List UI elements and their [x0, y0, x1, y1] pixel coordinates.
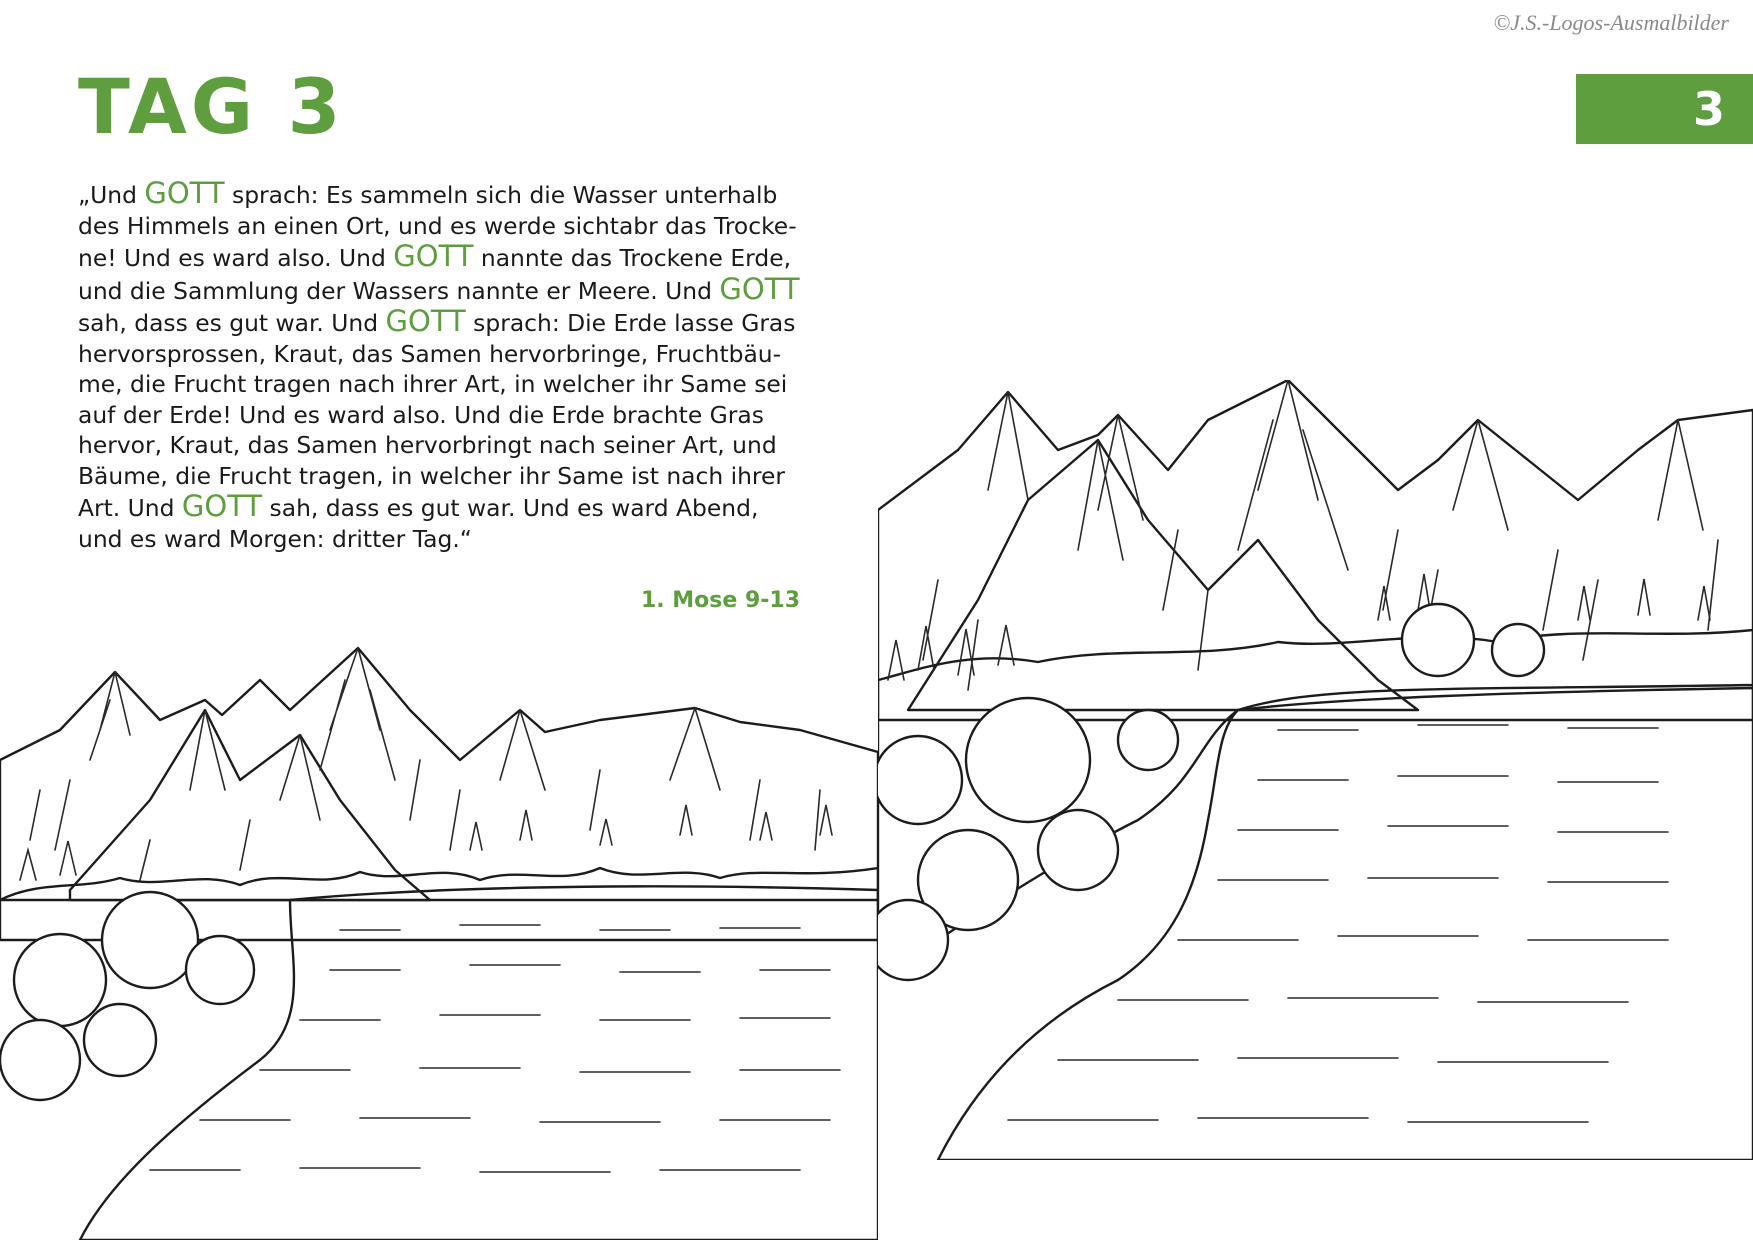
verse-line — [78, 461, 808, 492]
verse-line — [78, 430, 808, 461]
verse-line — [78, 400, 808, 431]
verse-segment: hervorsprossen, Kraut, das Samen hervorbringe, Fruchtbäu- — [78, 339, 782, 368]
mountain-lake-illustration-right — [878, 380, 1753, 1160]
verse-segment: me, die Frucht tragen nach ihrer Art, in welcher ihr Same sei — [78, 370, 788, 398]
copyright-notice: ©J.S.-Logos-Ausmalbilder — [1493, 10, 1729, 35]
god-highlight: GOTT — [181, 489, 263, 523]
verse-segment: auf der Erde! Und es ward also. Und die Erde brachte Gras — [78, 400, 764, 429]
mountains-group — [878, 380, 1753, 720]
god-highlight: GOTT — [719, 271, 800, 306]
page-title: TAG 3 — [78, 62, 345, 151]
verse-line — [78, 491, 808, 524]
verse-line — [78, 211, 808, 242]
verse-segment: Bäume, die Frucht tragen, in welcher ihr Same ist nach ihrer — [78, 461, 786, 490]
verse-line — [78, 241, 808, 274]
god-highlight: GOTT — [393, 239, 474, 273]
verse-segment: Art. Und — [78, 494, 182, 522]
verse-segment: und es ward Morgen: dritter Tag.“ — [78, 524, 472, 553]
page-number: 3 — [1692, 82, 1725, 136]
verse-segment: nannte das Trockene Erde, — [473, 244, 792, 272]
verse-segment: sprach: Die Erde lasse Gras — [465, 309, 796, 337]
verse-line — [78, 369, 808, 400]
verse-line — [78, 178, 808, 211]
verse-line — [78, 524, 808, 555]
verse-segment: sah, dass es gut war. Und es ward Abend, — [262, 494, 759, 522]
mountain-lake-illustration-left — [0, 640, 878, 1240]
verse-segment: und die Sammlung der Wassers nannte er Meere. Und — [78, 276, 720, 305]
verse-line — [78, 306, 808, 339]
page-number-badge — [1576, 74, 1753, 144]
verse-segment: „Und — [78, 181, 145, 209]
verse-line — [78, 339, 808, 370]
verse-segment: des Himmels an einen Ort, und es werde sichtabr das Trocke- — [78, 211, 797, 240]
verse-segment: sprach: Es sammeln sich die Wasser unterhalb — [224, 181, 778, 209]
verse-segment: hervor, Kraut, das Samen hervorbringt nach seiner Art, und — [78, 431, 777, 459]
god-highlight: GOTT — [385, 304, 466, 338]
verse-line — [78, 271, 808, 307]
bible-verse-text — [78, 178, 808, 554]
mountains-group — [0, 648, 878, 900]
god-highlight: GOTT — [144, 176, 225, 210]
verse-reference: 1. Mose 9-13 — [640, 588, 800, 613]
verse-segment: ne! Und es ward also. Und — [78, 244, 394, 272]
verse-segment: sah, dass es gut war. Und — [78, 309, 386, 337]
